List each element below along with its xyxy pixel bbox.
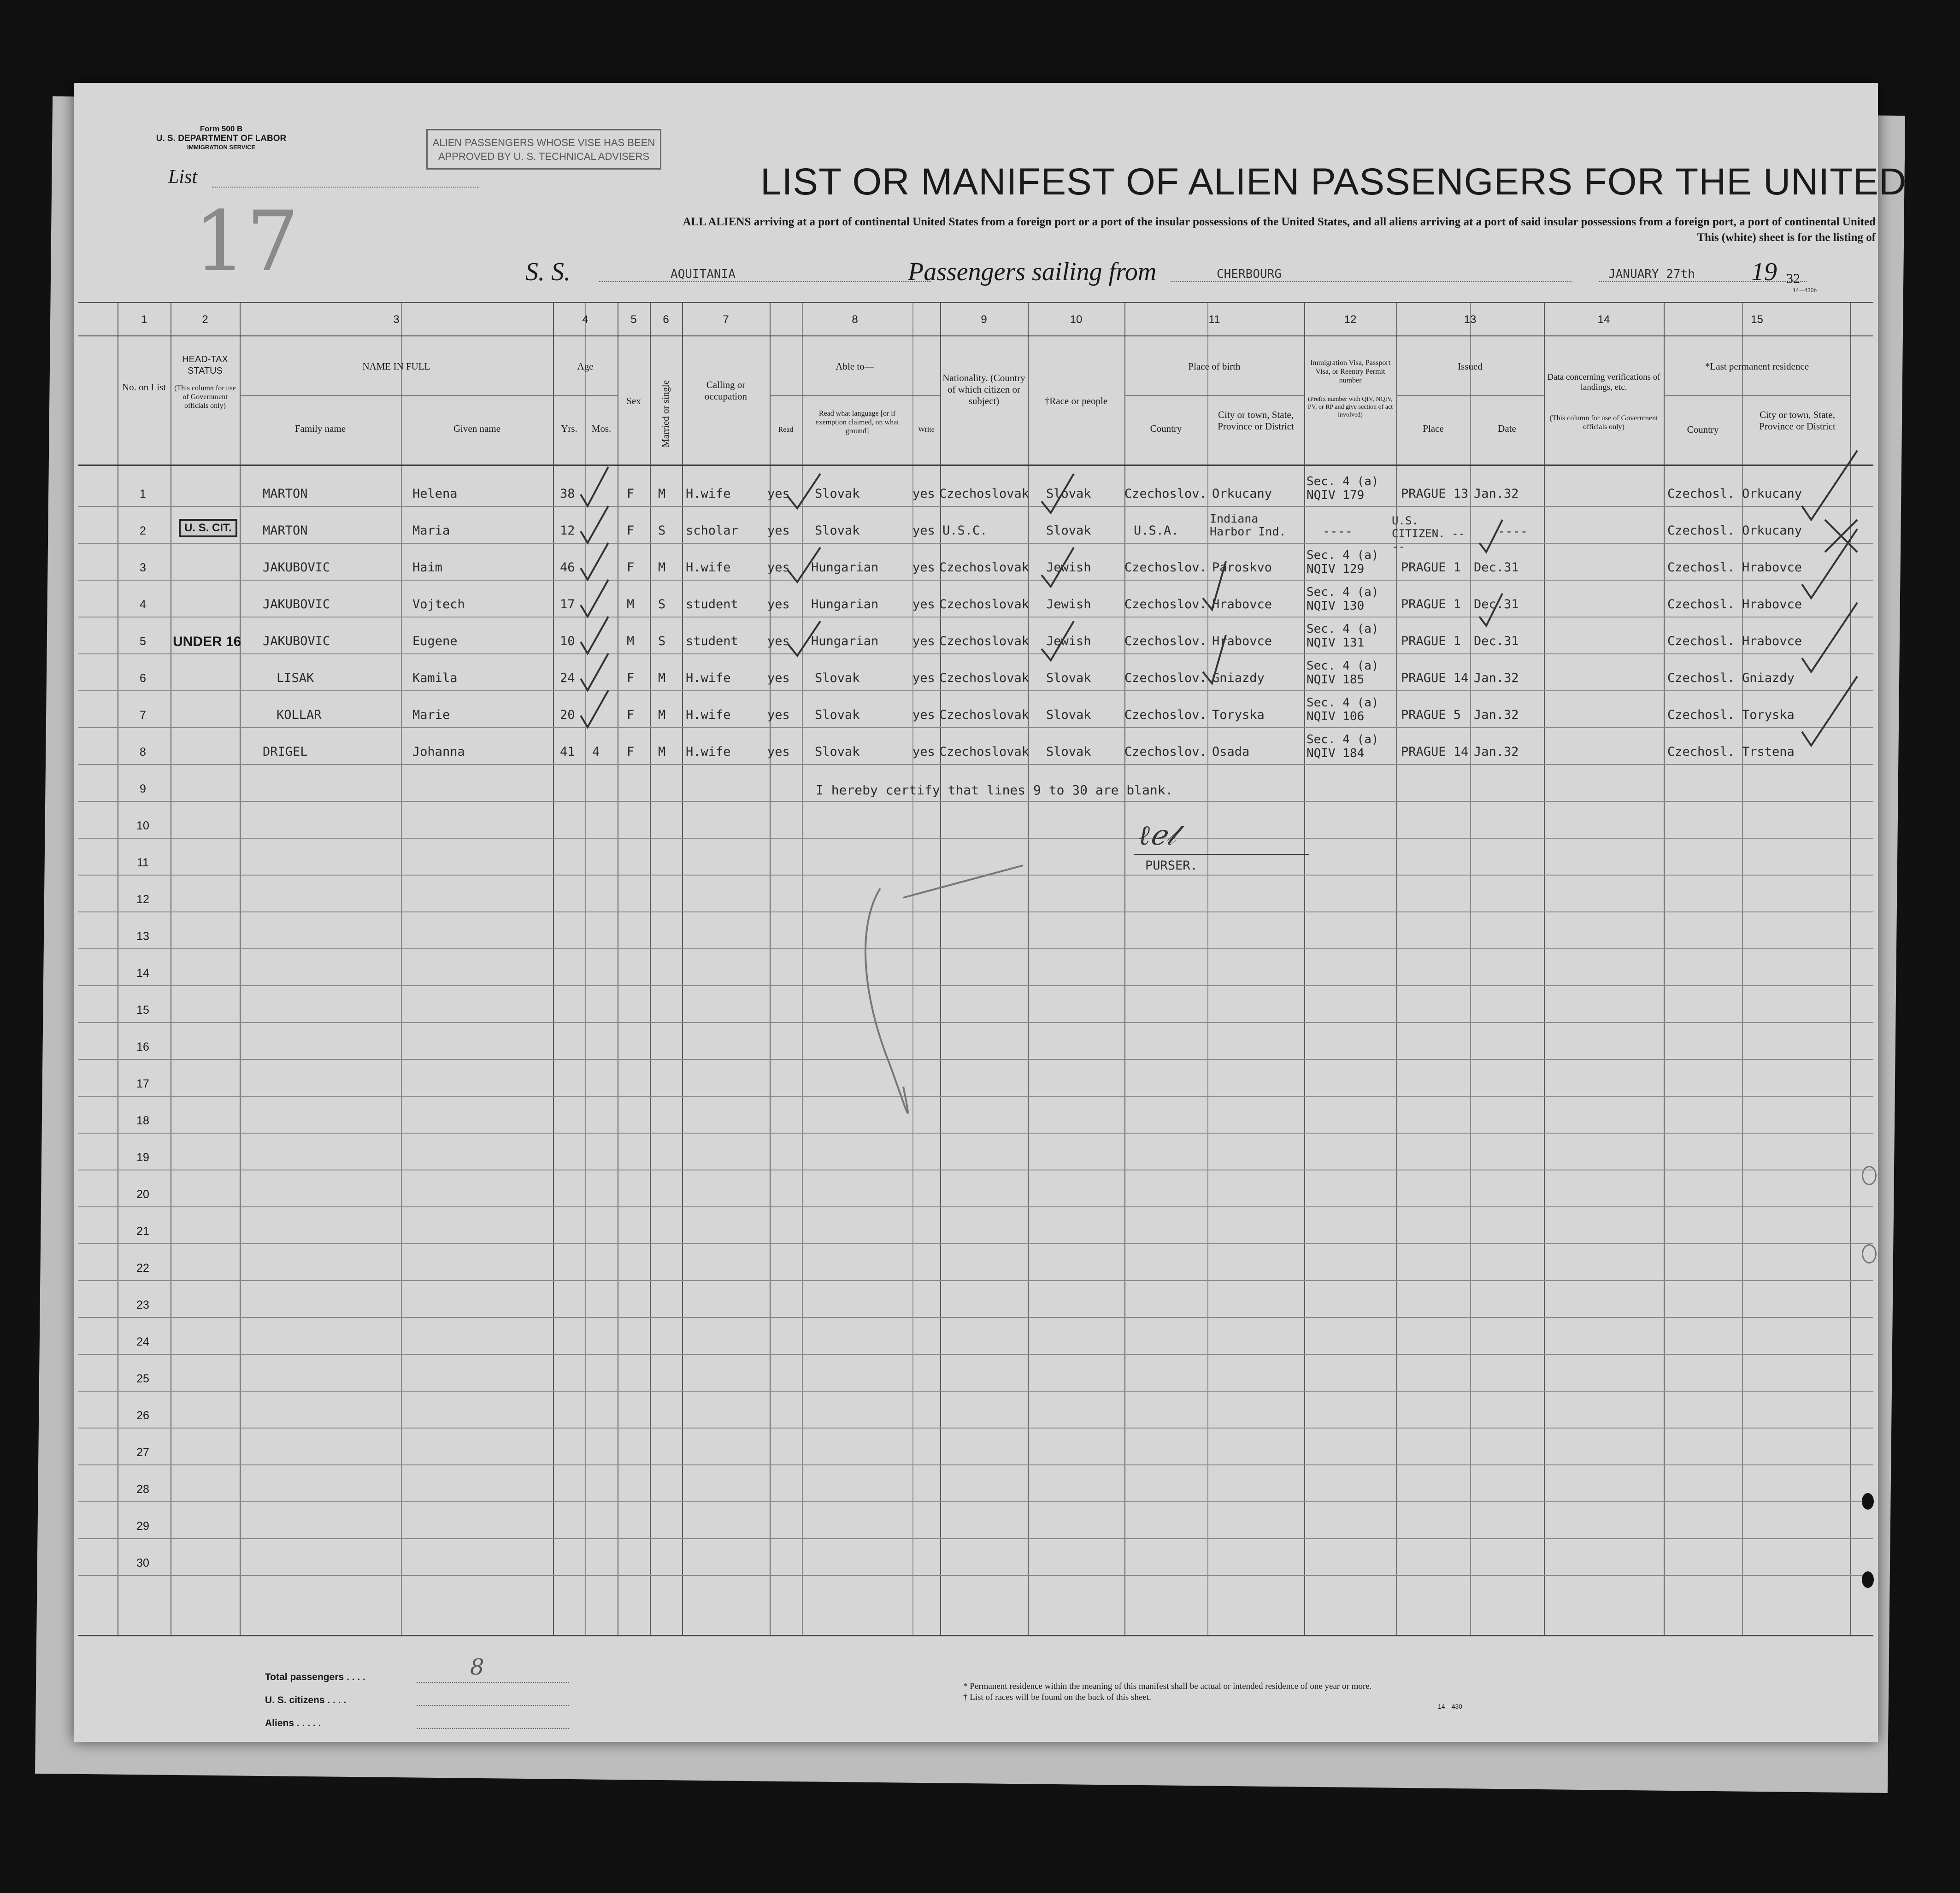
visa: Sec. 4 (a) NQIV 179: [1307, 475, 1379, 502]
ship-line: [599, 281, 931, 282]
col-number: 6: [663, 313, 669, 326]
nationality: Czechoslovak: [939, 745, 1030, 759]
marital: M: [658, 745, 666, 759]
row-number: 4: [140, 598, 146, 611]
issued-date: Jan.32: [1474, 487, 1519, 501]
issued-date: ----: [1498, 524, 1528, 539]
aliens-label: Aliens . . . . .: [265, 1718, 321, 1728]
nationality: Czechoslovak: [939, 597, 1030, 611]
service: IMMIGRATION SERVICE: [187, 144, 256, 151]
col-number: 13: [1464, 313, 1477, 326]
given-name: Haim: [412, 560, 443, 575]
ss-label: S. S.: [525, 258, 571, 286]
issued-place: PRAGUE 14: [1401, 745, 1469, 759]
can-read: yes: [767, 560, 790, 575]
language: Slovak: [815, 487, 860, 501]
header-calling: Calling or occupation: [704, 379, 748, 402]
handwritten-marks: [78, 303, 1873, 1635]
row-number: 29: [136, 1520, 149, 1533]
issued-date: Jan.32: [1474, 671, 1519, 685]
col-number: 4: [582, 313, 589, 326]
given-name: Eugene: [412, 634, 458, 648]
race: Jewish: [1046, 634, 1091, 648]
age-yrs: 38: [560, 487, 575, 501]
birth-city: Orkucany: [1212, 487, 1272, 501]
visa: Sec. 4 (a) NQIV 185: [1307, 659, 1379, 687]
row-number: 15: [136, 1004, 149, 1017]
res-city: Gniazdy: [1742, 671, 1795, 685]
col-number: 2: [202, 313, 208, 326]
issued-place: PRAGUE 1: [1401, 634, 1461, 648]
list-line: [212, 187, 479, 188]
row-number: 24: [136, 1335, 149, 1348]
manifest-table: [78, 302, 1873, 1636]
binder-hole: [1862, 1244, 1877, 1264]
total-passengers-label: Total passengers . . . .: [265, 1672, 365, 1682]
language: Slovak: [815, 523, 860, 538]
row-number: 19: [136, 1151, 149, 1164]
given-name: Johanna: [412, 745, 465, 759]
res-country: Czechosl.: [1667, 597, 1735, 611]
header-issued-place: Place: [1423, 423, 1444, 434]
can-read: yes: [767, 708, 790, 722]
family-name: JAKUBOVIC: [263, 597, 330, 611]
nationality: U.S.C.: [942, 523, 988, 538]
sex: F: [627, 708, 635, 722]
family-name: DRIGEL: [263, 745, 308, 759]
header-married: Married or single: [660, 380, 671, 447]
col-number: 5: [630, 313, 637, 326]
header-landing-note: (This column for use of Government officials only): [1549, 414, 1658, 431]
row-number: 5: [140, 635, 146, 648]
row-number: 21: [136, 1225, 149, 1238]
language: Hungarian: [811, 560, 879, 575]
age-yrs: 12: [560, 523, 575, 538]
family-name: JAKUBOVIC: [263, 634, 330, 648]
sex: M: [627, 634, 635, 648]
can-read: yes: [767, 523, 790, 538]
year-prefix: 19: [1751, 258, 1777, 286]
col-number: 8: [852, 313, 858, 326]
age-yrs: 20: [560, 708, 575, 722]
nationality: Czechoslovak: [939, 634, 1030, 648]
row-number: 14: [136, 967, 149, 980]
res-country: Czechosl.: [1667, 560, 1735, 575]
can-write: yes: [912, 597, 935, 611]
issued-place: PRAGUE 5: [1401, 708, 1461, 722]
language: Hungarian: [811, 634, 879, 648]
marital: S: [658, 523, 666, 538]
can-read: yes: [767, 487, 790, 501]
can-read: yes: [767, 745, 790, 759]
race: Slovak: [1046, 708, 1091, 722]
page-title: LIST OR MANIFEST OF ALIEN PASSENGERS FOR THE UNITED: [760, 161, 1907, 203]
birth-city: Indiana Harbor Ind.: [1210, 512, 1286, 538]
language: Hungarian: [811, 597, 879, 611]
row-number: 16: [136, 1041, 149, 1053]
nationality: Czechoslovak: [939, 708, 1030, 722]
row-number: 25: [136, 1372, 149, 1385]
header-nationality: Nationality. (Country of which citizen or subject): [942, 372, 1025, 406]
footnote-residence: * Permanent residence within the meaning of this manifest shall be actual or intended residence of one year or more.: [963, 1681, 1372, 1691]
sex: F: [627, 560, 635, 575]
header-issued-date: Date: [1498, 423, 1516, 434]
res-country: Czechosl.: [1667, 487, 1735, 501]
can-read: yes: [767, 634, 790, 648]
occupation: H.wife: [686, 708, 731, 722]
year-suffix: 32: [1786, 271, 1800, 286]
res-country: Czechosl.: [1667, 745, 1735, 759]
marital: M: [658, 560, 666, 575]
issued-date: Dec.31: [1474, 560, 1519, 575]
row-number: 7: [140, 709, 146, 722]
row-number: 27: [136, 1446, 149, 1459]
binder-hole: [1862, 1493, 1874, 1510]
row-number: 28: [136, 1483, 149, 1496]
can-write: yes: [912, 523, 935, 538]
race: Jewish: [1046, 597, 1091, 611]
manifest-sheet: [74, 83, 1907, 1742]
race: Slovak: [1046, 671, 1091, 685]
row-number: 13: [136, 930, 149, 943]
birth-city: Gniazdy: [1212, 671, 1265, 685]
visa: Sec. 4 (a) NQIV 130: [1307, 585, 1379, 613]
col-number: 12: [1344, 313, 1357, 326]
form-code: 14—430b: [1793, 287, 1817, 294]
status-stamp-us-cit: U. S. CIT.: [179, 519, 237, 537]
list-label: List: [168, 166, 198, 188]
res-city: Toryska: [1742, 708, 1795, 722]
given-name: Maria: [412, 523, 450, 538]
header-write: Write: [918, 426, 935, 434]
sex: F: [627, 523, 635, 538]
visa: Sec. 4 (a) NQIV 129: [1307, 548, 1379, 576]
header-birth-country: Country: [1150, 423, 1182, 434]
race: Slovak: [1046, 745, 1091, 759]
can-write: yes: [912, 634, 935, 648]
race: Jewish: [1046, 560, 1091, 575]
us-citizens-label: U. S. citizens . . . .: [265, 1695, 347, 1705]
issued-place: PRAGUE 14: [1401, 671, 1469, 685]
res-city: Hrabovce: [1742, 560, 1802, 575]
subtitle-line-2: This (white) sheet is for the listing of: [1697, 231, 1876, 244]
race: Slovak: [1046, 487, 1091, 501]
visa: Sec. 4 (a) NQIV 106: [1307, 696, 1379, 723]
family-name: MARTON: [263, 523, 308, 538]
given-name: Marie: [412, 708, 450, 722]
language: Slovak: [815, 708, 860, 722]
col-number: 10: [1070, 313, 1083, 326]
birth-city: Hrabovce: [1212, 597, 1272, 611]
row-number: 11: [137, 856, 149, 869]
header-place-of-birth: Place of birth: [1188, 361, 1241, 372]
birth-country: Czechoslov.: [1124, 487, 1207, 501]
col-number: 9: [981, 313, 987, 326]
row-number: 23: [136, 1299, 149, 1311]
birth-country: Czechoslov.: [1124, 708, 1207, 722]
header-res-country: Country: [1687, 424, 1719, 435]
total-line: [417, 1682, 569, 1683]
occupation: H.wife: [686, 560, 731, 575]
can-read: yes: [767, 671, 790, 685]
subtitle: [424, 214, 1876, 246]
can-write: yes: [912, 560, 935, 575]
res-city: Trstena: [1742, 745, 1795, 759]
birth-country: Czechoslov.: [1124, 560, 1207, 575]
birth-city: Paroskvo: [1212, 560, 1272, 575]
family-name: KOLLAR: [277, 708, 322, 722]
given-name: Vojtech: [412, 597, 465, 611]
issued-date: Dec.31: [1474, 634, 1519, 648]
age-yrs: 41: [560, 745, 575, 759]
department: U. S. DEPARTMENT OF LABOR: [156, 134, 287, 143]
race: Slovak: [1046, 523, 1091, 538]
binder-hole: [1862, 1166, 1877, 1185]
birth-country: Czechoslov.: [1124, 671, 1207, 685]
subtitle-line-1: ALL ALIENS arriving at a port of continental United States from a foreign port or a port of the insular possessions of the United States, and all aliens arriving at a port of said insular possessions from a foreign port, a port of continental United: [683, 216, 1876, 228]
approval-stamp: [426, 129, 661, 170]
row-number: 9: [140, 782, 146, 795]
age-yrs: 24: [560, 671, 575, 685]
visa: ----: [1323, 524, 1353, 539]
res-city: Hrabovce: [1742, 597, 1802, 611]
col-number: 1: [141, 313, 147, 326]
can-read: yes: [767, 597, 790, 611]
birth-country: Czechoslov.: [1124, 597, 1207, 611]
port-name: CHERBOURG: [1217, 267, 1282, 281]
row-number: 2: [140, 524, 146, 537]
col-number: 11: [1208, 313, 1220, 326]
issued-date: Jan.32: [1474, 745, 1519, 759]
occupation: H.wife: [686, 745, 731, 759]
row-number: 3: [140, 561, 146, 574]
occupation: H.wife: [686, 487, 731, 501]
header-birth-city: City or town, State, Province or District: [1218, 409, 1294, 432]
sailing-date: JANUARY 27th: [1608, 267, 1695, 281]
can-write: yes: [912, 487, 935, 501]
row-number: 1: [140, 488, 146, 500]
birth-city: Toryska: [1212, 708, 1265, 722]
language: Slovak: [815, 745, 860, 759]
res-country: Czechosl.: [1667, 634, 1735, 648]
total-passengers-value: 8: [470, 1654, 484, 1680]
header-no-on-list: No. on List: [122, 382, 166, 393]
issued-date: Jan.32: [1474, 708, 1519, 722]
port-line: [1171, 281, 1572, 282]
header-race: †Race or people: [1044, 395, 1108, 406]
list-number: 17: [194, 194, 300, 290]
sex: M: [627, 597, 635, 611]
form-number: Form 500 B: [200, 124, 243, 133]
aliens-line: [417, 1728, 569, 1729]
given-name: Helena: [412, 487, 458, 501]
col-number: 14: [1597, 313, 1610, 326]
issued-place: PRAGUE 1: [1401, 597, 1461, 611]
col-number: 7: [723, 313, 729, 326]
header-res-city: City or town, State, Province or District: [1759, 409, 1836, 432]
occupation: student: [686, 597, 738, 611]
birth-country: U.S.A.: [1134, 523, 1179, 538]
family-name: LISAK: [277, 671, 314, 685]
family-name: JAKUBOVIC: [263, 560, 330, 575]
header-last-residence: *Last permanent residence: [1705, 361, 1809, 372]
issued-place: PRAGUE 1: [1401, 560, 1461, 575]
nationality: Czechoslovak: [939, 671, 1030, 685]
res-city: Hrabovce: [1742, 634, 1802, 648]
row-number: 10: [136, 819, 149, 832]
age-yrs: 17: [560, 597, 575, 611]
header-visa: Immigration Visa, Passport Visa, or Reentry Permit number: [1310, 359, 1391, 384]
nationality: Czechoslovak: [939, 487, 1030, 501]
header-able-to: Able to—: [836, 361, 874, 372]
marital: M: [658, 487, 666, 501]
res-country: Czechosl.: [1667, 523, 1735, 538]
header-name-in-full: NAME IN FULL: [362, 361, 430, 372]
birth-country: Czechoslov.: [1124, 745, 1207, 759]
certification: I hereby certify that lines 9 to 30 are blank.: [816, 782, 1173, 798]
res-country: Czechosl.: [1667, 671, 1735, 685]
issued-place: PRAGUE 13: [1401, 487, 1469, 501]
can-write: yes: [912, 745, 935, 759]
purser-signature: ℓℯ𝓁: [1138, 819, 1176, 852]
header-age: Age: [577, 361, 594, 372]
row-number: 20: [136, 1188, 149, 1201]
header-mos: Mos.: [591, 423, 612, 434]
marital: S: [658, 597, 666, 611]
row-number: 22: [136, 1262, 149, 1275]
header-sex: Sex: [626, 395, 641, 406]
marital: M: [658, 708, 666, 722]
sex: F: [627, 487, 635, 501]
header-yrs: Yrs.: [561, 423, 577, 434]
occupation: student: [686, 634, 738, 648]
res-city: Orkucany: [1742, 487, 1802, 501]
can-write: yes: [912, 671, 935, 685]
header-head-tax: HEAD-TAX STATUS: [182, 354, 228, 376]
col-number: 3: [393, 313, 400, 326]
header-given-name: Given name: [453, 423, 501, 434]
issued-date: Dec.31: [1474, 597, 1519, 611]
header-read: Read: [778, 426, 794, 434]
header-visa-note: (Prefix number with QIV, NQIV, PV, or RP and give section of act involved): [1307, 396, 1393, 418]
binder-hole: [1862, 1571, 1874, 1588]
res-city: Orkucany: [1742, 523, 1802, 538]
citizens-line: [417, 1705, 569, 1706]
nationality: Czechoslovak: [939, 560, 1030, 575]
can-write: yes: [912, 708, 935, 722]
age-yrs: 10: [560, 634, 575, 648]
col-number: 15: [1751, 313, 1763, 326]
row-number: 18: [136, 1114, 149, 1127]
ship-name: AQUITANIA: [671, 267, 736, 281]
footnote-races: † List of races will be found on the back of this sheet.: [963, 1693, 1151, 1702]
given-name: Kamila: [412, 671, 458, 685]
status-under-16: UNDER 16: [173, 634, 241, 649]
issued-place: U.S. CITIZEN. ----: [1392, 514, 1465, 553]
birth-country: Czechoslov.: [1124, 634, 1207, 648]
header-issued: Issued: [1458, 361, 1483, 372]
age-yrs: 46: [560, 560, 575, 575]
row-number: 26: [136, 1409, 149, 1422]
row-number: 6: [140, 672, 146, 685]
occupation: scholar: [686, 523, 738, 538]
visa: Sec. 4 (a) NQIV 131: [1307, 622, 1379, 650]
marital: M: [658, 671, 666, 685]
purser-label: PURSER.: [1145, 858, 1198, 873]
marital: S: [658, 634, 666, 648]
stamp-line-2: APPROVED BY U. S. TECHNICAL ADVISERS: [438, 151, 650, 162]
header-head-tax-note: (This column for use of Government officials only): [174, 384, 236, 410]
visa: Sec. 4 (a) NQIV 184: [1307, 733, 1379, 760]
header-family-name: Family name: [294, 423, 346, 434]
row-number: 30: [136, 1557, 149, 1570]
family-name: MARTON: [263, 487, 308, 501]
occupation: H.wife: [686, 671, 731, 685]
header-read-language: Read what language [or if exemption claimed, on what ground]: [815, 410, 899, 435]
res-country: Czechosl.: [1667, 708, 1735, 722]
age-mos: 4: [592, 745, 600, 759]
language: Slovak: [815, 671, 860, 685]
sex: F: [627, 745, 635, 759]
sex: F: [627, 671, 635, 685]
footer-code: 14—430: [1438, 1703, 1462, 1710]
stamp-line-1: ALIEN PASSENGERS WHOSE VISE HAS BEEN: [432, 137, 655, 148]
row-number: 8: [140, 746, 146, 758]
row-number: 12: [136, 893, 149, 906]
sailing-label: Passengers sailing from: [908, 258, 1157, 286]
birth-city: Hrabovce: [1212, 634, 1272, 648]
row-number: 17: [136, 1077, 149, 1090]
header-landing: Data concerning verifications of landings, etc.: [1547, 372, 1660, 392]
birth-city: Osada: [1212, 745, 1250, 759]
